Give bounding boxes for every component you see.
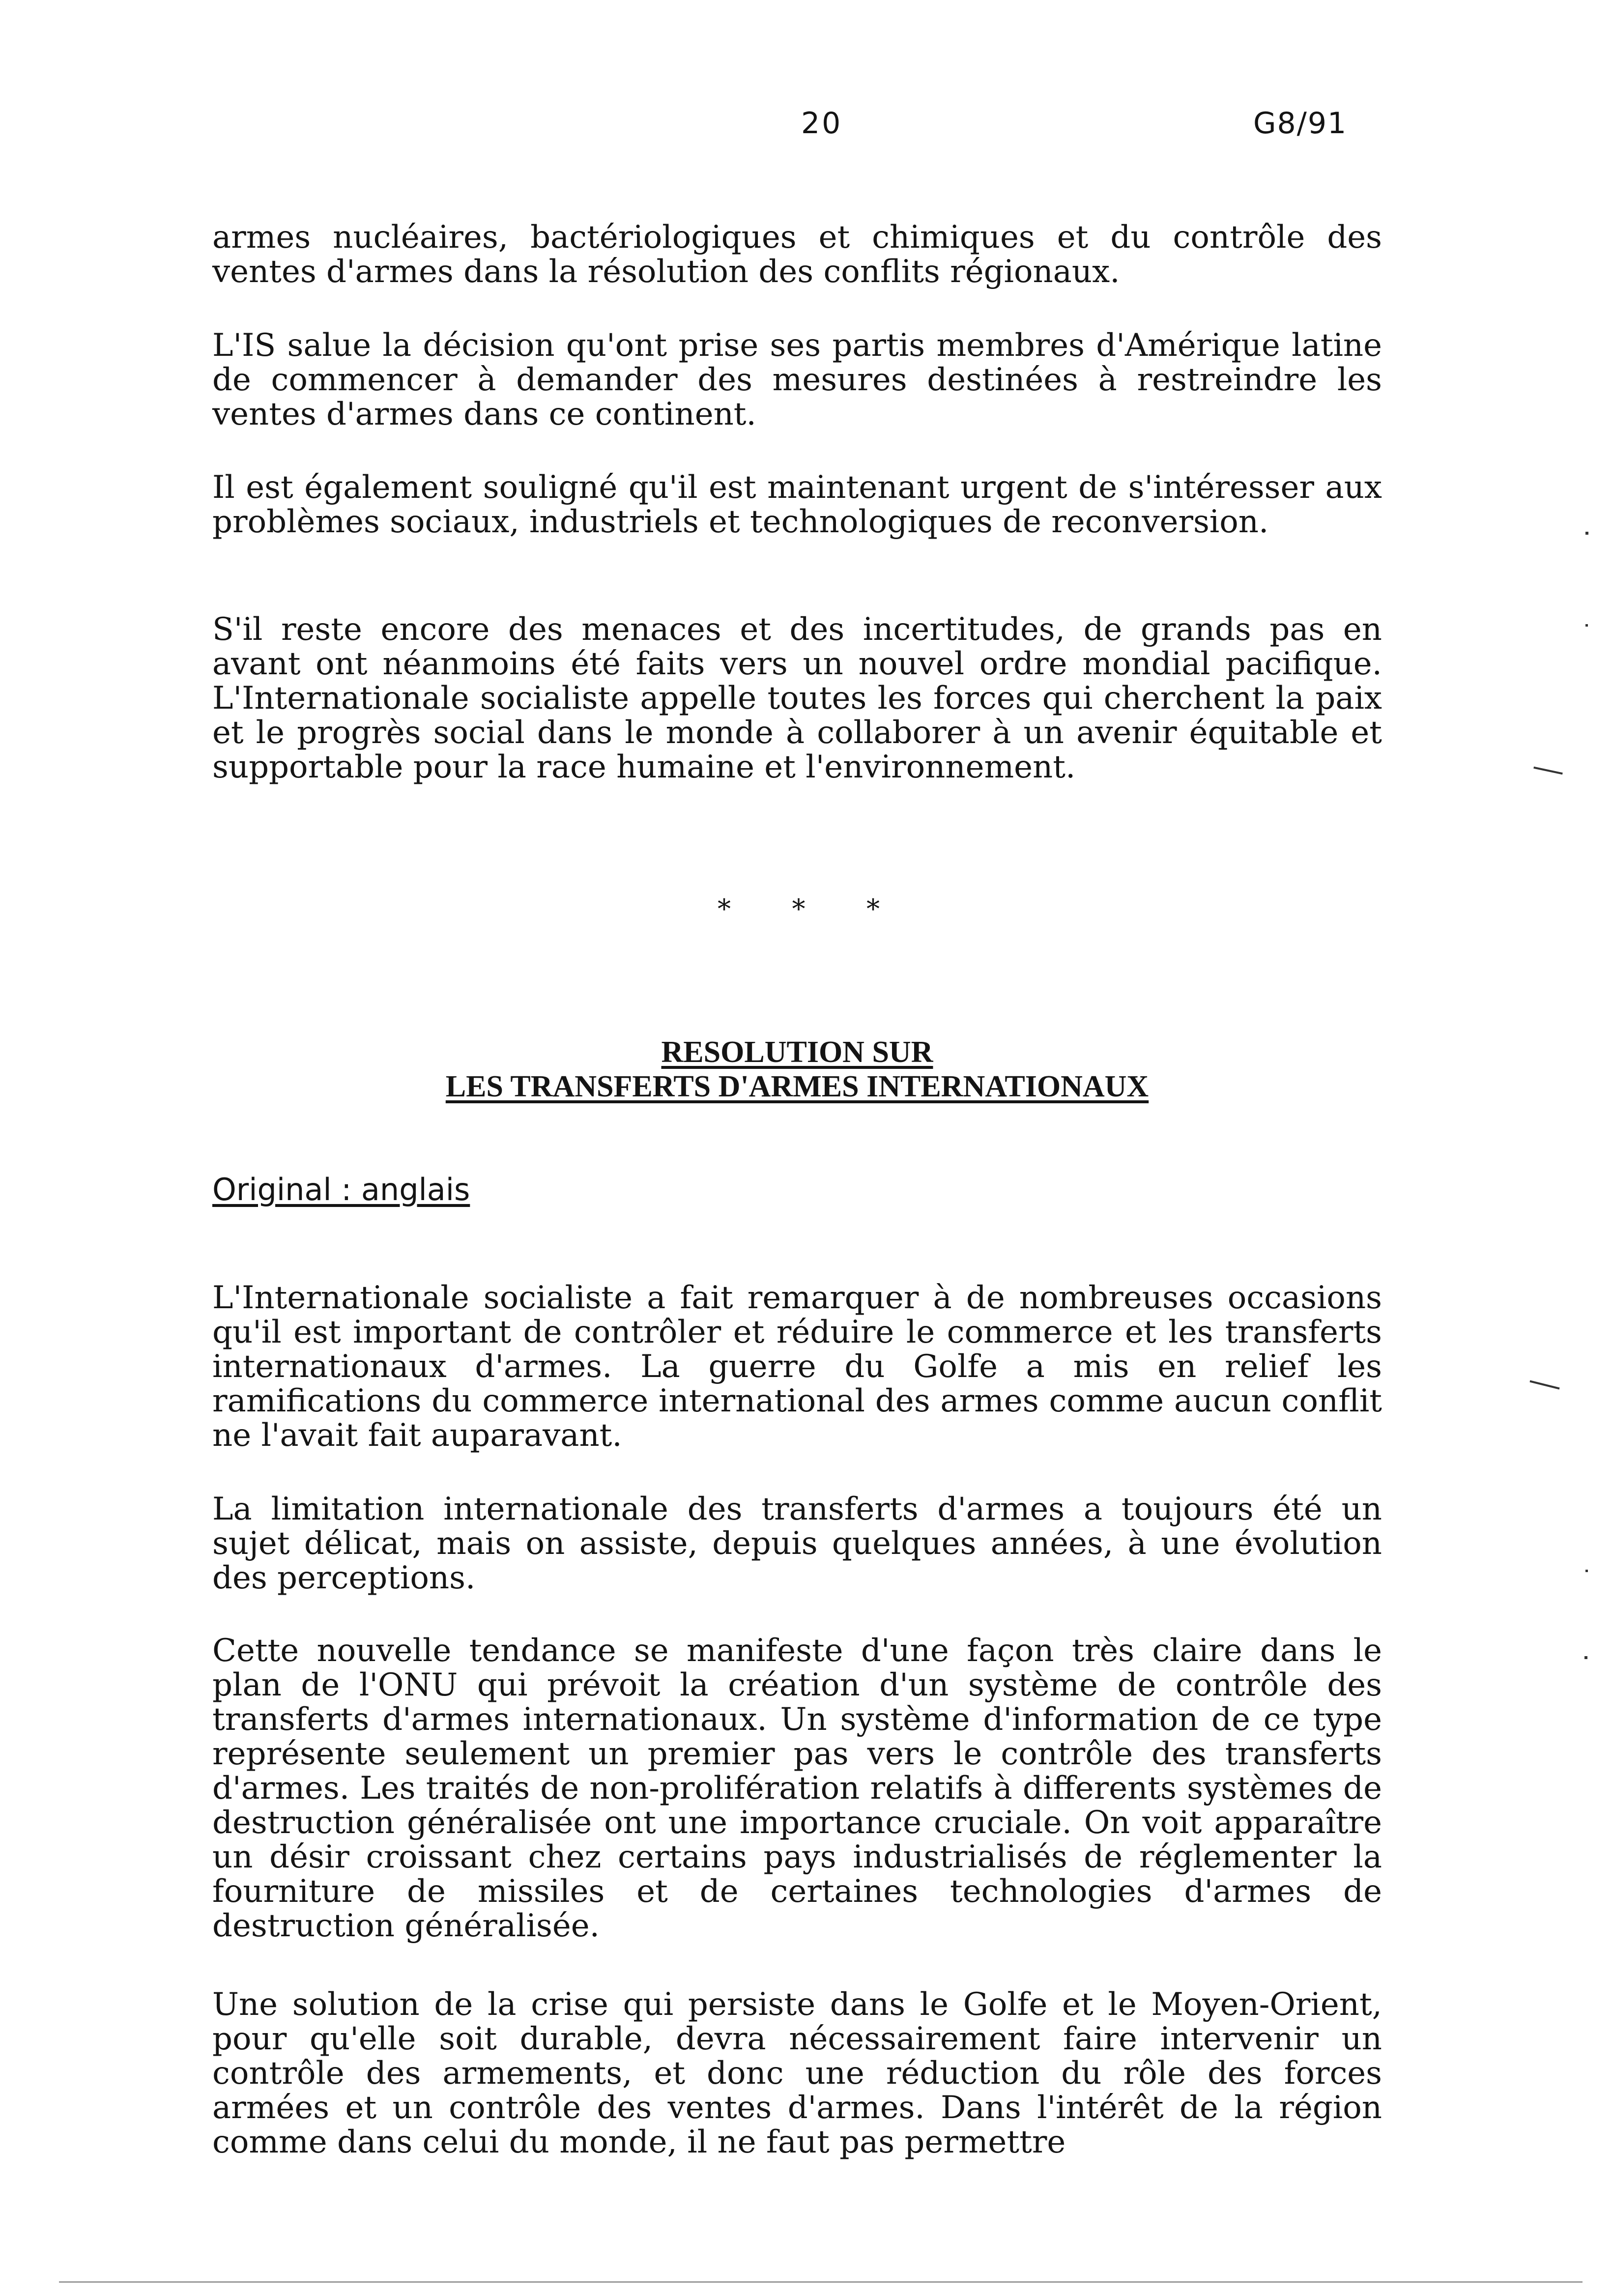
document-reference: G8/91 xyxy=(1253,106,1348,141)
paragraph: L'Internationale socialiste a fait remarquer à de nombreuses occasions qu'il est important de contrôler et réduire le commerce et les transferts internationaux d'armes. La guerre du Golfe a mis en relief les ramifications du commerce international des armes comme aucun conflit ne l'avait fait auparavant. xyxy=(212,1280,1382,1454)
paragraph: S'il reste encore des menaces et des incertitudes, de grands pas en avant ont néanmoins été faits vers un nouvel ordre mondial pacifique. L'Internationale socialiste appelle toutes les forces qui cherchent la paix et le progrès social dans le monde à collaborer à un avenir équitable et supportable pour la race humaine et l'environnement. xyxy=(212,611,1382,785)
scan-mark xyxy=(1584,1656,1587,1659)
scan-edge-line xyxy=(59,2281,1583,2283)
asterisk: * xyxy=(866,893,880,924)
section-separator xyxy=(718,893,880,924)
paragraph: L'IS salue la décision qu'ont prise ses partis membres d'Amérique latine de commencer à demander des mesures destinées à restreindre les ventes d'armes dans ce continent. xyxy=(212,327,1382,432)
asterisk: * xyxy=(792,893,806,924)
scan-mark xyxy=(1585,1570,1588,1572)
asterisk: * xyxy=(718,893,731,924)
paragraph: La limitation internationale des transferts d'armes a toujours été un sujet délicat, mais on assiste, depuis quelques années, à une évolution des perceptions. xyxy=(212,1491,1382,1596)
resolution-title-line1: RESOLUTION SUR xyxy=(661,1035,933,1069)
original-language-note: Original : anglais xyxy=(212,1172,470,1207)
paragraph: Il est également souligné qu'il est maintenant urgent de s'intéresser aux problèmes sociaux, industriels et technologiques de reconversion. xyxy=(212,469,1382,540)
paragraph: Une solution de la crise qui persiste dans le Golfe et le Moyen-Orient, pour qu'elle soit durable, devra nécessairement faire intervenir un contrôle des armements, et donc une réduction du rôle des forces armées et un contrôle des ventes d'armes. Dans l'intérêt de la région comme dans celui du monde, il ne faut pas permettre xyxy=(212,1986,1382,2160)
paragraph: Cette nouvelle tendance se manifeste d'une façon très claire dans le plan de l'ONU qui prévoit la création d'un système de contrôle des transferts d'armes internationaux. Un système d'information de ce type représente seulement un premier pas vers le contrôle des transferts d'armes. Les traités de non-prolifération relatifs à differents systèmes de destruction généralisée ont une importance cruciale. On voit apparaître un désir croissant chez certains pays industrialisés de réglementer la fourniture de missiles et de certaines technologies d'armes de destruction généralisée. xyxy=(212,1633,1382,1944)
scan-mark xyxy=(1533,767,1563,775)
paragraph: armes nucléaires, bactériologiques et chimiques et du contrôle des ventes d'armes dans la résolution des conflits régionaux. xyxy=(212,219,1382,290)
scan-mark xyxy=(1529,1380,1559,1390)
scan-mark xyxy=(1585,624,1588,627)
page-number: 20 xyxy=(801,106,843,141)
scan-mark xyxy=(1585,532,1588,535)
resolution-title-line2: LES TRANSFERTS D'ARMES INTERNATIONAUX xyxy=(445,1070,1149,1103)
